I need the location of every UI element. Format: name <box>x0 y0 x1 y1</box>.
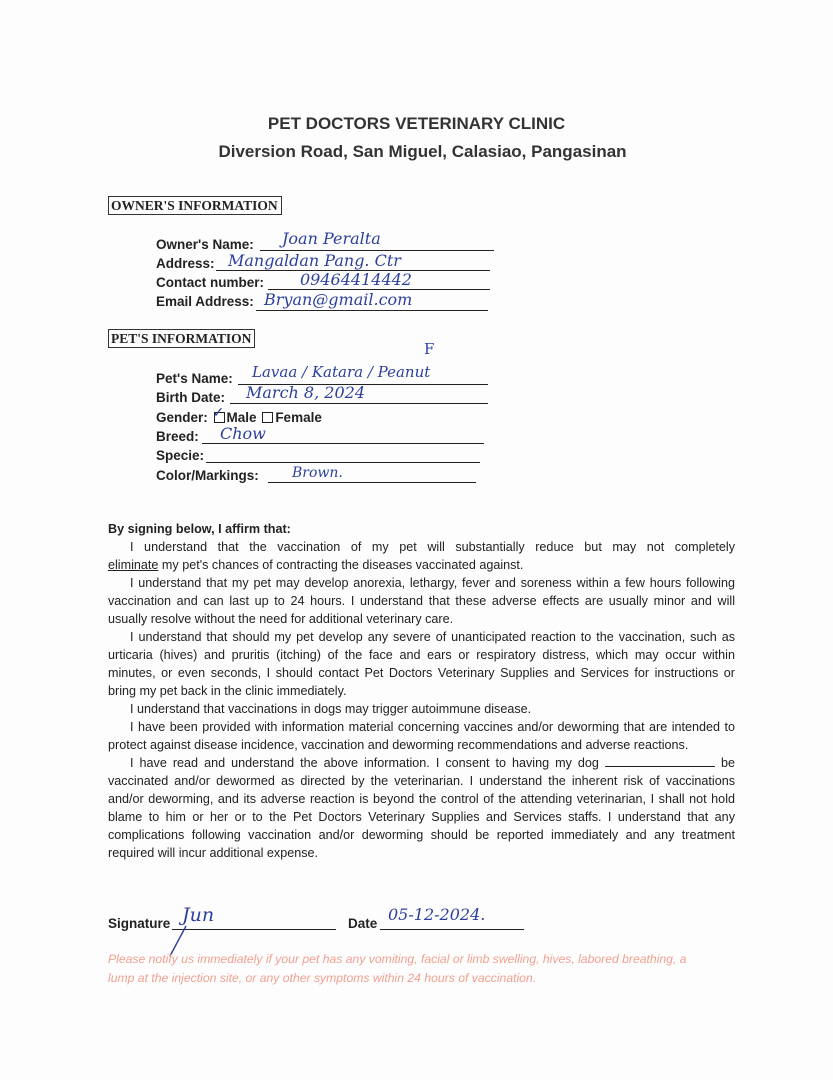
consent-p1b: my pet's chances of contracting the diseases vaccinated against. <box>158 558 524 572</box>
consent-p6a: I have read and understand the above information. I consent to having my dog <box>130 756 599 770</box>
email-value[interactable]: Bryan@gmail.com <box>264 290 413 309</box>
pet-name-label: Pet's Name: <box>156 371 233 386</box>
gender-male-label: Male <box>226 410 257 425</box>
footer-note: Please notify us immediately if your pet has any vomiting, facial or limb swelling, hives, labored breathing, a lump at the injection site, or any other symptoms within 24 hours of vaccination. <box>108 952 687 985</box>
signature-label: Signature <box>108 916 171 931</box>
date-label: Date <box>348 916 378 931</box>
color-line <box>268 482 476 483</box>
birth-date-value[interactable]: March 8, 2024 <box>246 383 365 402</box>
consent-p6b: be vaccinated and/or dewormed as directed by the veterinarian. I understand the inherent risk of vaccinations and/or deworming, and its adverse reaction is beyond the control of the attending veterinarian, I shall not hold blame to him or her or to the Pet Doctors Veterinary Supplies and Services staffs. I understand that any complications following vaccination and/or deworming should be reported immediately and any treatment required will incur additional expense. <box>108 756 736 860</box>
contact-label: Contact number: <box>156 275 264 290</box>
breed-label: Breed: <box>156 429 199 444</box>
address-label: Address: <box>156 256 215 271</box>
consent-p2: I understand that my pet may develop anorexia, lethargy, fever and soreness within a few hours following vaccination and can last up to 24 hours. I understand that these adverse effects are usually minor and will usually resolve without the need for additional veterinary care. <box>108 576 735 626</box>
eliminate-word: eliminate <box>108 558 159 572</box>
gender-row <box>156 403 322 425</box>
contact-value[interactable]: 09464414442 <box>300 270 412 289</box>
owner-name-label: Owner's Name: <box>156 237 254 252</box>
pet-name-extra: F <box>424 340 435 358</box>
checkmark-icon: ✓ <box>212 403 225 420</box>
female-checkbox[interactable] <box>262 412 273 423</box>
dog-name-blank[interactable] <box>605 756 715 767</box>
gender-female-label: Female <box>275 410 322 425</box>
consent-p1b-row <box>108 556 735 574</box>
consent-p3: I understand that should my pet develop any severe of unanticipated reaction to the vaccination, such as urticaria (hives) and pruritis (itching) of the face and ears or respiratory distress, which may occur within minutes, or even seconds, I should contact Pet Doctors Veterinary Supplies and Services for instructions or bring my pet back in the clinic immediately. <box>108 630 735 698</box>
signature-value[interactable]: Jun <box>182 904 215 926</box>
breed-value[interactable]: Chow <box>220 424 266 443</box>
color-value[interactable]: Brown. <box>292 465 343 481</box>
address-value[interactable]: Mangaldan Pang. Ctr <box>228 251 401 270</box>
specie-line <box>206 462 480 463</box>
birth-date-line <box>230 403 488 404</box>
affirm-intro: By signing below, I affirm that: <box>108 522 291 536</box>
email-label: Email Address: <box>156 294 254 309</box>
consent-p6 <box>108 754 735 862</box>
breed-line <box>202 443 484 444</box>
owner-section-heading: OWNER'S INFORMATION <box>108 196 282 215</box>
email-line <box>256 310 488 311</box>
pet-section-heading: PET'S INFORMATION <box>108 329 255 348</box>
consent-p1a: I understand that the vaccination of my pet will substantially reduce but may not completely <box>130 540 735 554</box>
birth-date-label: Birth Date: <box>156 390 226 405</box>
clinic-address: Diversion Road, San Miguel, Calasiao, Pangasinan <box>218 142 627 161</box>
owner-name-value[interactable]: Joan Peralta <box>282 229 381 248</box>
pet-name-value[interactable]: Lavaa / Katara / Peanut <box>252 363 431 381</box>
consent-paragraphs <box>108 538 735 862</box>
male-checkbox[interactable] <box>212 403 225 423</box>
color-label: Color/Markings: <box>156 468 259 483</box>
consent-p5: I have been provided with information material concerning vaccines and/or deworming that are intended to protect against disease incidence, vaccination and deworming recommendations and adverse reactions. <box>108 720 735 752</box>
consent-p4: I understand that vaccinations in dogs may trigger autoimmune disease. <box>130 702 532 716</box>
specie-label: Specie: <box>156 448 205 463</box>
gender-label: Gender: <box>156 410 208 425</box>
date-line <box>380 929 524 930</box>
date-value[interactable]: 05-12-2024. <box>388 905 486 924</box>
signature-line <box>172 929 336 930</box>
clinic-name: PET DOCTORS VETERINARY CLINIC <box>267 114 566 133</box>
